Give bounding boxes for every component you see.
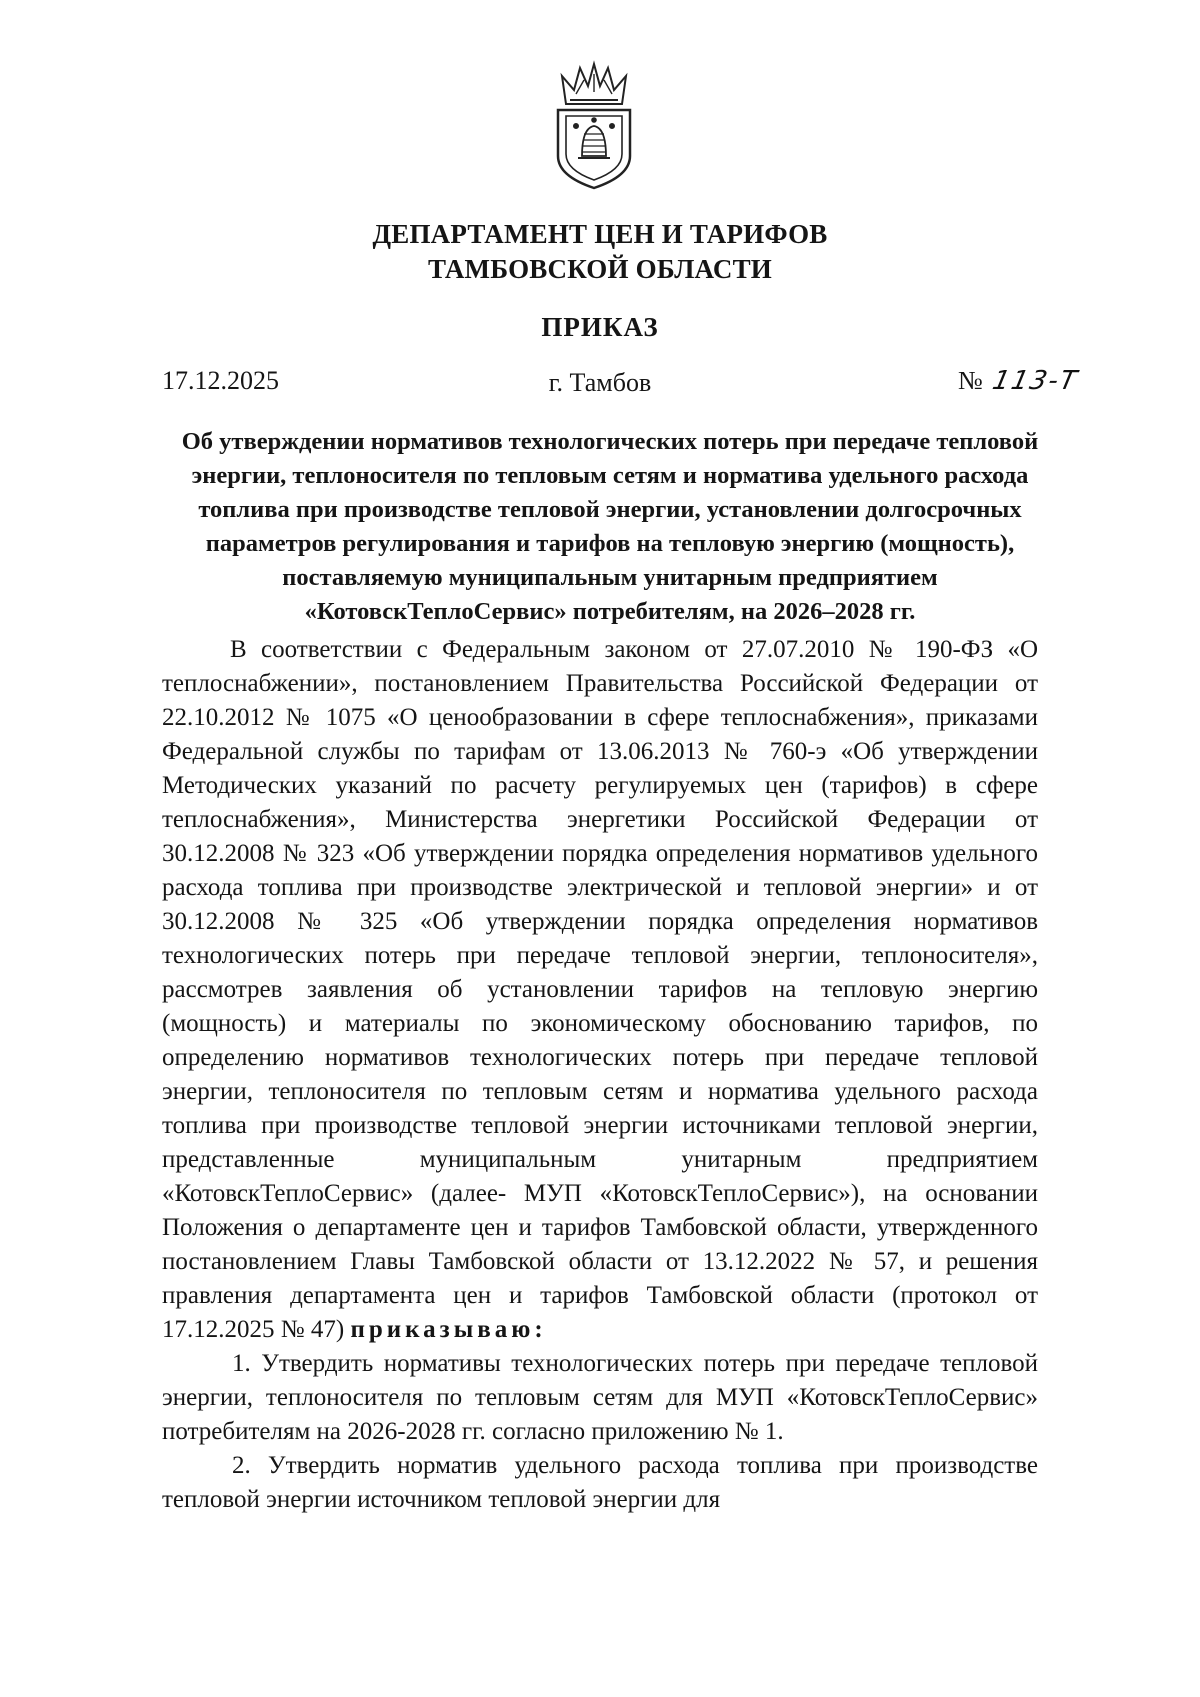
document-type: ПРИКАЗ — [541, 312, 659, 342]
preamble-text: В соответствии с Федеральным законом от 27.07.2010 № 190-ФЗ «О теплоснабжении», постановлением Правительства Российской Федерации от 22.10.2012 № 1075 «О ценообразовании в сфере теплоснабжения», приказами Федеральной службы по тарифам от 13.06.2013 № 760-э «Об утверждении Методических указаний по расчету регулируемых цен (тарифов) в сфере теплоснабжения», Министерства энергетики Российской Федерации от 30.12.2008 № 323 «Об утверждении порядка определения нормативов удельного расхода топлива при производстве электрической и тепловой энергии» и от 30.12.2008 № 325 «Об утверждении порядка определения нормативов технологических потерь при передаче тепловой энергии, теплоносителя», рассмотрев заявления об установлении тарифов на тепловую энергию (мощность) и материалы по экономическому обоснованию тарифов, по определению нормативов технологических потерь при передаче тепловой энергии, теплоносителя по тепловым сетям и норматива удельного расхода топлива при производстве тепловой энергии источниками тепловой энергии, представленные муниципальным унитарным предприятием «КотовскТеплоСервис» (далее- МУП «КотовскТеплоСервис»), на основании Положения о департаменте цен и тарифов Тамбовской области, утвержденного постановлением Главы Тамбовской области от 13.12.2022 № 57, и решения правления департамента цен и тарифов Тамбовской области (протокол от 17.12.2025 № 47) — [162, 636, 1038, 1343]
preamble-paragraph — [162, 633, 1038, 1347]
order-date: 17.12.2025 — [162, 366, 279, 395]
department-name-line2: ТАМБОВСКОЙ ОБЛАСТИ — [427, 254, 773, 284]
document-body — [162, 633, 1038, 1517]
order-word: приказываю: — [350, 1316, 547, 1343]
order-number-label: № — [958, 366, 983, 395]
order-subject: Об утверждении нормативов технологических потерь при передаче тепловой энергии, теплоносителя по тепловым сетям и норматива удельного расхода топлива при производстве тепловой энергии, установлении долгосрочных параметров регулирования и тарифов на тепловую энергию (мощность), поставляемую муниципальным унитарным предприятием «КотовскТеплоСервис» потребителям, на 2026–2028 гг. — [181, 428, 1039, 625]
coat-of-arms-icon — [546, 60, 642, 192]
order-item-2: 2. Утвердить норматив удельного расхода топлива при производстве тепловой энергии источником тепловой энергии для — [162, 1452, 1038, 1513]
order-number-handwritten: 113-Т — [989, 366, 1081, 396]
order-item-1: 1. Утвердить нормативы технологических потерь при передаче тепловой энергии, теплоносителя по тепловым сетям для МУП «КотовскТеплоСервис» потребителям на 2026-2028 гг. согласно приложению № 1. — [162, 1350, 1038, 1445]
order-city: г. Тамбов — [548, 368, 652, 397]
department-name-line1: ДЕПАРТАМЕНТ ЦЕН И ТАРИФОВ — [372, 219, 828, 249]
order-number — [958, 364, 1081, 398]
